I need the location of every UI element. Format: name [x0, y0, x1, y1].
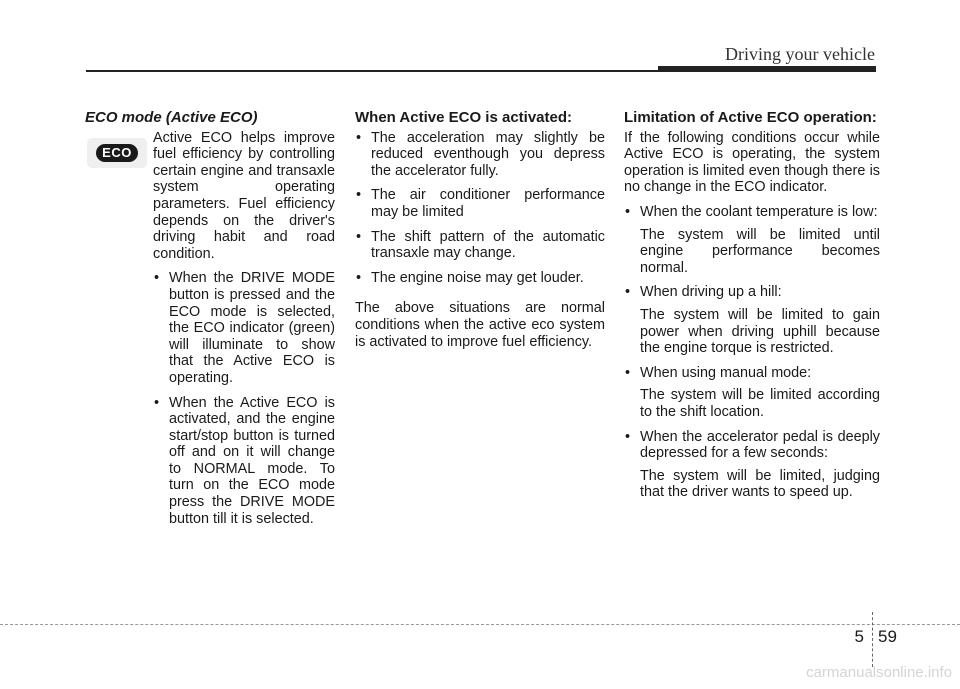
list-item: [85, 270, 335, 386]
list-item: [355, 270, 605, 287]
bullet-text: The acceleration may slightly be reduced eventhough you depress the accelerator fully.: [371, 129, 605, 179]
footer-page-divider: [872, 612, 873, 667]
bullet-dot: •: [356, 269, 362, 286]
column-eco-mode: [85, 110, 335, 535]
bullet-dot: •: [356, 129, 362, 146]
header-tab: [658, 66, 876, 72]
section-title-activated: When Active ECO is activated:: [355, 109, 573, 126]
bullet-text: When the Active ECO is activated, and the engine start/stop button is turned off and on it will change to NORMAL mode. To turn on the ECO mode press the DRIVE MODE button till it is selected.: [169, 394, 335, 527]
bullet-dot: •: [356, 187, 362, 204]
footer-dashed-rule: [0, 624, 960, 625]
bullet-text: When using manual mode:: [640, 364, 812, 381]
list-item: [355, 130, 605, 180]
eco-badge-label: ECO: [96, 144, 138, 162]
watermark-text: carmanualsonline.info: [806, 664, 952, 681]
bullet-dot: •: [625, 428, 631, 445]
bullet-dot: •: [154, 394, 160, 411]
bullet-text: The engine noise may get louder.: [371, 269, 584, 286]
section-title-eco-mode: ECO mode (Active ECO): [85, 109, 258, 126]
bullet-dot: •: [356, 228, 362, 245]
bullet-detail: The system will be limited according to the shift location.: [640, 387, 880, 420]
list-item: [624, 204, 880, 221]
bullet-text: When the DRIVE MODE button is pressed and the ECO mode is selected, the ECO indicator (green) will illuminate to show that the Active ECO is operating.: [169, 270, 335, 386]
bullet-detail: The system will be limited to gain power when driving uphill because the engine torque is restricted.: [640, 306, 880, 357]
bullet-dot: •: [625, 284, 631, 301]
list-item: [624, 429, 880, 462]
closing-paragraph: The above situations are normal conditions when the active eco system is activated to improve fuel efficiency.: [355, 300, 605, 350]
bullet-dot: •: [625, 364, 631, 381]
bullet-text: When the accelerator pedal is deeply depressed for a few seconds:: [640, 428, 880, 462]
bullet-detail: The system will be limited until engine performance becomes normal.: [640, 226, 880, 276]
list-item: [355, 229, 605, 262]
page-chapter-number: 5: [854, 627, 864, 646]
column-active-eco-activated: [355, 110, 605, 358]
bullet-text: When the coolant temperature is low:: [640, 203, 878, 220]
bullet-text: When driving up a hill:: [640, 284, 782, 301]
section-title-limitations: Limitation of Active ECO operation:: [624, 109, 877, 126]
eco-intro: Active ECO helps improve fuel efficiency by controlling certain engine and transaxle system operating parameters. Fuel efficiency depends on the driver's driving habit and road condition.: [153, 129, 335, 262]
list-item: [624, 284, 880, 301]
header-title: Driving your vehicle: [725, 44, 875, 64]
column-limitations: [624, 110, 880, 509]
bullet-detail: The system will be limited, judging that the driver wants to speed up.: [640, 467, 880, 501]
bullet-text: The shift pattern of the automatic transaxle may change.: [371, 228, 605, 262]
bullet-text: The air conditioner performance may be limited: [371, 187, 605, 220]
list-item: [624, 365, 880, 382]
page-number: 59: [878, 627, 897, 646]
list-item: [85, 395, 335, 528]
list-item: [355, 187, 605, 220]
bullet-dot: •: [625, 203, 631, 220]
limitations-intro: If the following conditions occur while Active ECO is operating, the system operation is limited even though there is no change in the ECO indicator.: [624, 129, 880, 196]
bullet-dot: •: [154, 270, 160, 287]
